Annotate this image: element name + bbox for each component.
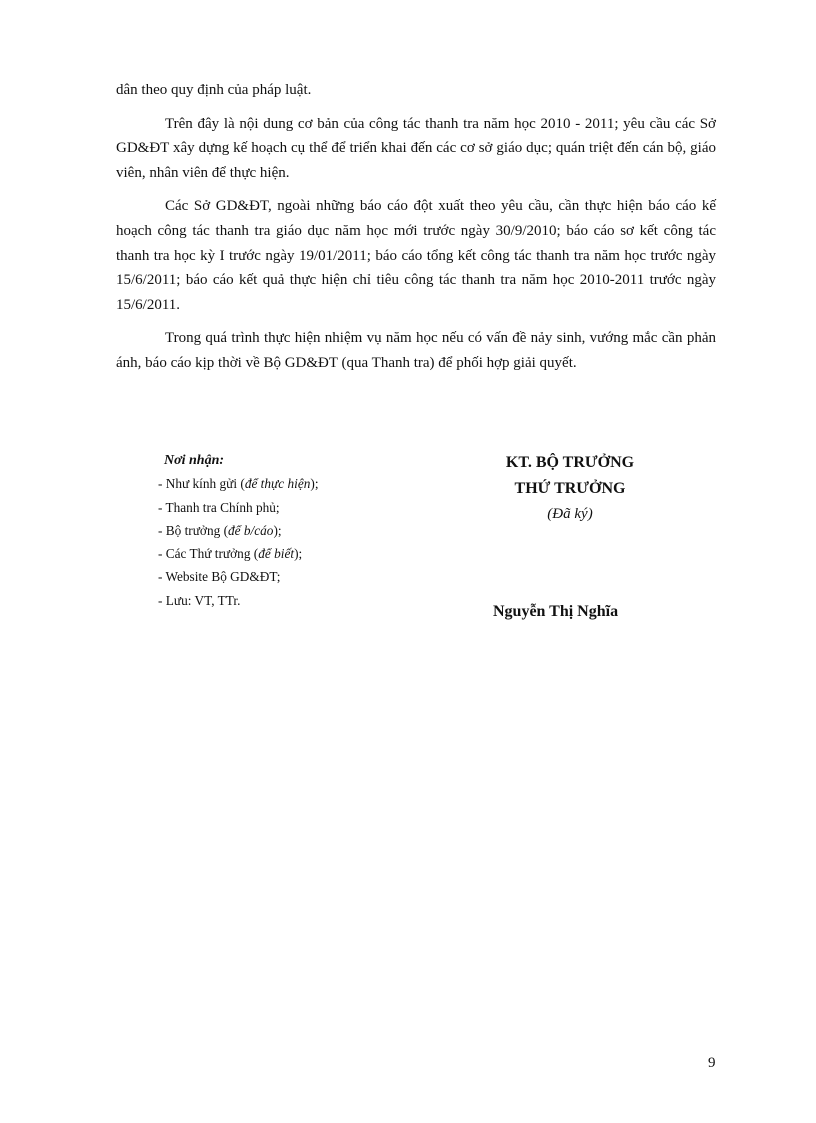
body-text: [116, 78, 716, 385]
paragraph-summary: Trên đây là nội dung cơ bản của công tác thanh tra năm học 2010 - 2011; yêu cầu các Sở GD&ĐT xây dựng kế hoạch cụ thể để triển khai đến các cơ sở giáo dục; quán triệt đến cán bộ, giáo viên, nhân viên để thực hiện.: [116, 115, 716, 181]
page-number: 9: [708, 1055, 716, 1071]
signature-block: [470, 450, 670, 526]
signature-title-line1: KT. BỘ TRƯỞNG: [505, 454, 635, 471]
signer-name: Nguyễn Thị Nghĩa: [493, 603, 619, 620]
recipient-item: - Lưu: VT, TTr.: [158, 592, 241, 608]
recipient-item: - Như kính gửi (để thực hiện);: [158, 476, 319, 492]
paragraph-reporting: Các Sở GD&ĐT, ngoài những báo cáo đột xuất theo yêu cầu, cần thực hiện báo cáo kế hoạch công tác thanh tra giáo dục năm học mới trước ngày 30/9/2010; báo cáo sơ kết công tác thanh tra học kỳ I trước ngày 19/01/2011; báo cáo tổng kết công tác thanh tra năm học trước ngày 15/6/2011; báo cáo kết quả thực hiện chỉ tiêu công tác thanh tra năm học 2010-2011 trước ngày 15/6/2011.: [116, 198, 716, 313]
recipient-item: - Website Bộ GD&ĐT;: [158, 569, 281, 585]
recipient-item: - Thanh tra Chính phủ;: [158, 499, 280, 515]
recipients-block: [158, 449, 319, 612]
recipients-heading: Nơi nhận:: [164, 453, 225, 468]
recipient-item: - Các Thứ trưởng (để biết);: [158, 546, 303, 562]
paragraph-closing: Trong quá trình thực hiện nhiệm vụ năm học nếu có vấn đề nảy sinh, vướng mắc cần phản ánh, báo cáo kịp thời về Bộ GD&ĐT (qua Thanh tra) để phối hợp giải quyết.: [116, 330, 716, 371]
recipient-item: - Bộ trưởng (để b/cáo);: [158, 522, 282, 538]
signature-signed-note: (Đã ký): [547, 506, 593, 522]
signature-title-line2: THỨ TRƯỞNG: [514, 480, 626, 497]
paragraph-continuation: dân theo quy định của pháp luật.: [116, 82, 312, 98]
